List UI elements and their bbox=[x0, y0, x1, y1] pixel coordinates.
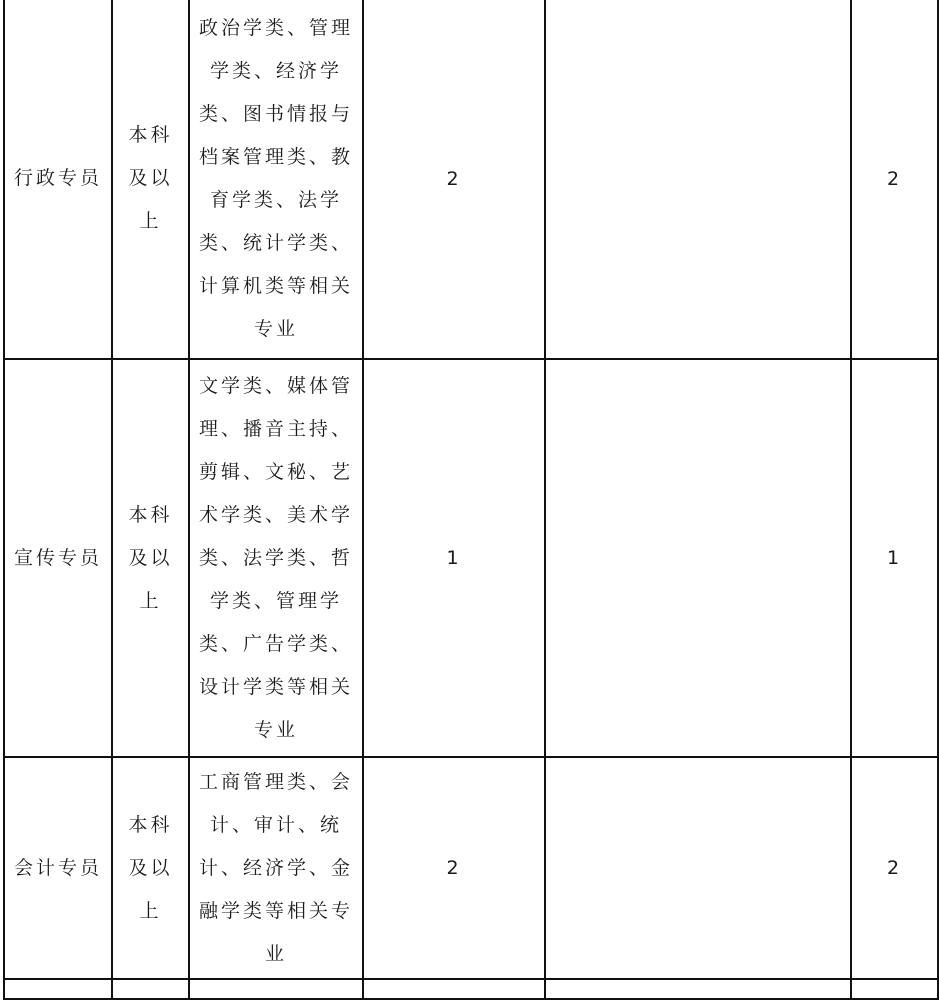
table-row bbox=[4, 0, 938, 359]
table-row-partial bbox=[4, 979, 938, 999]
blank-cell bbox=[545, 359, 851, 757]
education-text: 本科及以上 bbox=[128, 503, 173, 612]
major-text: 工商管理类、会计、审计、统计、经济学、金融学类等相关专业 bbox=[198, 770, 353, 965]
major-cell bbox=[189, 757, 363, 979]
count-cell: 2 bbox=[363, 757, 545, 979]
recruitment-table bbox=[3, 0, 939, 1000]
count-cell: 2 bbox=[363, 0, 545, 359]
position-cell: 宣传专员 bbox=[4, 359, 112, 757]
education-cell bbox=[112, 0, 189, 359]
education-text: 本科及以上 bbox=[128, 124, 173, 232]
major-cell bbox=[189, 0, 363, 359]
position-cell: 行政专员 bbox=[4, 0, 112, 359]
education-cell bbox=[112, 757, 189, 979]
major-text: 文学类、媒体管理、播音主持、剪辑、文秘、艺术学类、美术学类、法学类、哲学类、管理学类、广告学类、设计学类等相关专业 bbox=[198, 374, 353, 741]
major-text: 政治学类、管理学类、经济学类、图书情报与档案管理类、教育学类、法学类、统计学类、计算机类等相关专业 bbox=[198, 16, 353, 340]
empty-cell bbox=[189, 979, 363, 999]
total-cell: 2 bbox=[851, 0, 938, 359]
education-text: 本科及以上 bbox=[128, 813, 173, 922]
empty-cell bbox=[363, 979, 545, 999]
position-cell: 会计专员 bbox=[4, 757, 112, 979]
table-row bbox=[4, 359, 938, 757]
empty-cell bbox=[545, 979, 851, 999]
blank-cell bbox=[545, 757, 851, 979]
table-row bbox=[4, 757, 938, 979]
total-cell: 2 bbox=[851, 757, 938, 979]
blank-cell bbox=[545, 0, 851, 359]
empty-cell bbox=[112, 979, 189, 999]
count-cell: 1 bbox=[363, 359, 545, 757]
major-cell bbox=[189, 359, 363, 757]
empty-cell bbox=[851, 979, 938, 999]
education-cell bbox=[112, 359, 189, 757]
total-cell: 1 bbox=[851, 359, 938, 757]
empty-cell bbox=[4, 979, 112, 999]
